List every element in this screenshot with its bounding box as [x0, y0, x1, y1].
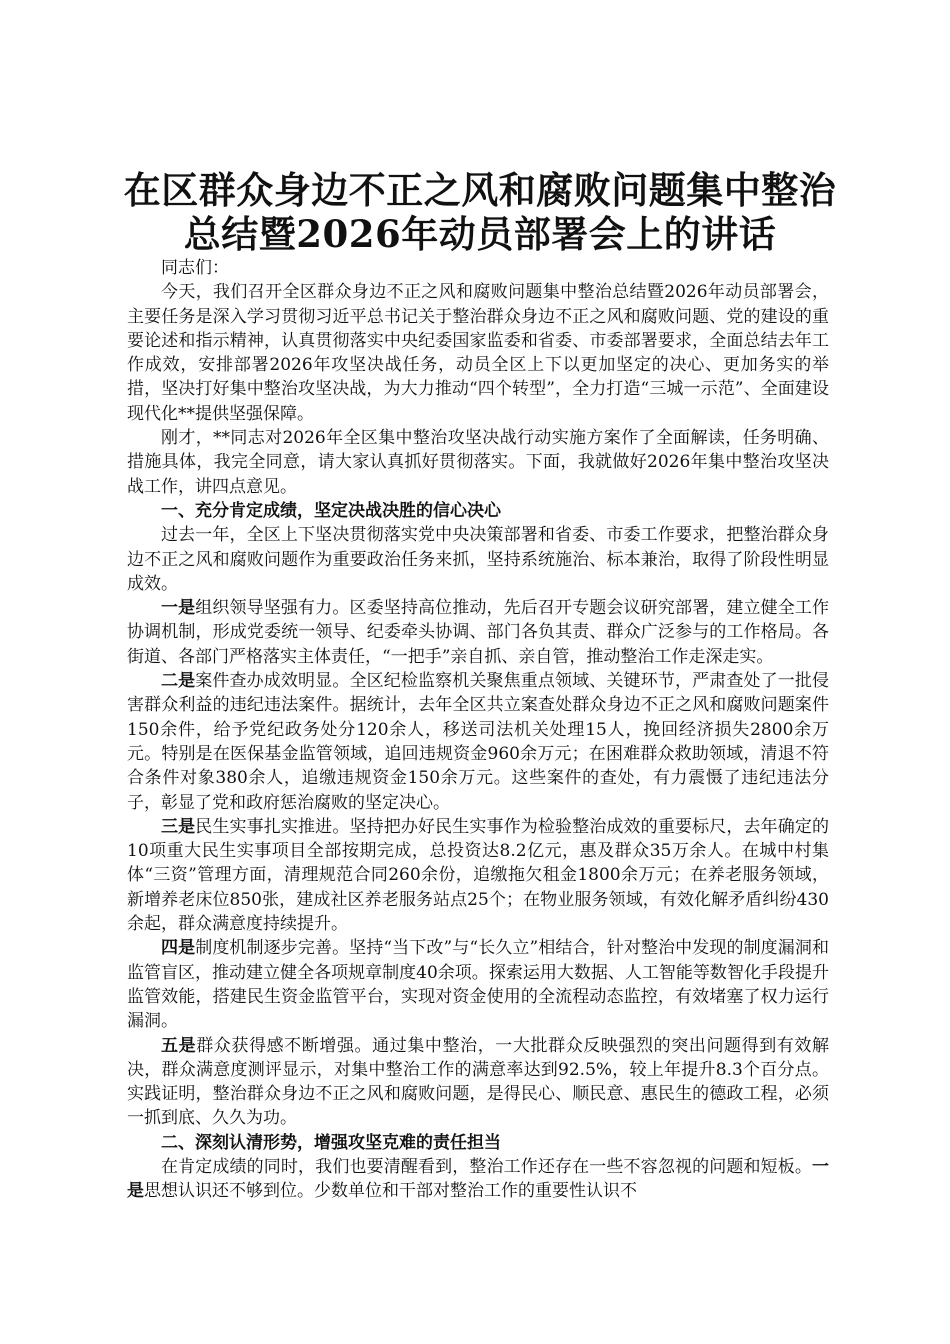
paragraph-text: 过去一年，全区上下坚决贯彻落实党中央决策部署和省委、市委工作要求，把整治群众身边不正之风和腐败问题作为重要政治任务来抓，坚持系统施治、标本兼治，取得了阶段性明显成效。: [127, 525, 829, 594]
paragraph-text: 组织领导坚强有力。区委坚持高位推动，先后召开专题会议研究部署，建立健全工作协调机制，形成党委统一领导、纪委牵头协调、部门各负其责、群众广泛参与的工作格局。各街道、各部门严格落实主体责任，“一把手”亲自抓、亲自管，推动整治工作走深走实。: [127, 598, 830, 667]
paragraph-text: 群众获得感不断增强。通过集中整治，一大批群众反映强烈的突出问题得到有效解决，群众满意度测评显示，对集中整治工作的满意率达到92.5%，较上年提升8.3个百分点。实践证明，整治群众身边不正之风和腐败问题，是得民心、顺民意、惠民生的德政工程，必须一抓到底、久久为功。: [127, 1035, 830, 1129]
paragraph-point-2: [127, 669, 829, 815]
paragraph-point-5: [127, 1034, 829, 1131]
point-lead: 四是: [161, 938, 196, 959]
paragraph-point-1: [127, 596, 829, 669]
point-lead: 一是: [161, 598, 196, 619]
paragraph-problems: [127, 1155, 829, 1204]
document-title: 在区群众身边不正之风和腐败问题集中整治总结暨2026年动员部署会上的讲话: [123, 168, 837, 256]
point-lead: 二是: [161, 671, 196, 692]
salutation: 同志们：: [161, 258, 229, 278]
paragraph-text: 思想认识还不够到位。少数单位和干部对整治工作的重要性认识不: [144, 1181, 637, 1202]
paragraph-point-3: [127, 815, 829, 936]
section-heading-1: 一、充分肯定成绩，坚定决战决胜的信心决心: [161, 500, 501, 521]
point-lead: 三是: [161, 816, 196, 837]
paragraph-summary: [127, 523, 829, 596]
point-lead: 五是: [161, 1035, 197, 1056]
document-body: [127, 256, 829, 1204]
paragraph-text: 在肯定成绩的同时，我们也要清醒看到，整治工作还存在一些不容忽视的问题和短板。: [161, 1156, 812, 1177]
paragraph-text: 今天，我们召开全区群众身边不正之风和腐败问题集中整治总结暨2026年动员部署会，主要任务是深入学习贯彻习近平总书记关于整治群众身边不正之风和腐败问题、党的建设的重要论述和指示精神，认真贯彻落实中央纪委国家监委和省委、市委部署要求，全面总结去年工作成效，安排部署2026年攻坚决战任务，动员全区上下以更加坚定的决心、更加务实的举措，坚决打好集中整治攻坚决战，为大力推动“四个转型”，全力打造“三城一示范”、全面建设现代化**提供坚强保障。: [127, 282, 829, 424]
section-heading-2: 二、深刻认清形势，增强攻坚克难的责任担当: [161, 1132, 501, 1153]
point-lead: 一是: [127, 1156, 829, 1202]
paragraph-point-4: [127, 936, 829, 1033]
paragraph-text: 案件查办成效明显。全区纪检监察机关聚焦重点领域、关键环节，严肃查处了一批侵害群众利益的违纪违法案件。据统计，去年全区共立案查处群众身边不正之风和腐败问题案件150余件，给予党纪政务处分120余人，移送司法机关处理15人，挽回经济损失2800余万元。特别是在医保基金监管领域，追回违规资金960余万元；在困难群众救助领域，清退不符合条件对象380余人，追缴违规资金150余万元。这些案件的查处，有力震慑了违纪违法分子，彰显了党和政府惩治腐败的坚定决心。: [127, 671, 830, 813]
paragraph-text: 制度机制逐步完善。坚持“当下改”与“长久立”相结合，针对整治中发现的制度漏洞和监管盲区，推动建立健全各项规章制度40余项。探索运用大数据、人工智能等数智化手段提升监管效能，搭建民生资金监管平台，实现对资金使用的全流程动态监控，有效堵塞了权力运行漏洞。: [127, 938, 830, 1032]
paragraph-overview: [127, 426, 829, 499]
paragraph-text: 刚才，**同志对2026年全区集中整治攻坚决战行动实施方案作了全面解读，任务明确、措施具体，我完全同意，请大家认真抓好贯彻落实。下面，我就做好2026年集中整治攻坚决战工作，讲四点意见。: [127, 428, 829, 497]
paragraph-text: 民生实事扎实推进。坚持把办好民生实事作为检验整治成效的重要标尺，去年确定的10项重大民生实事项目全部按期完成，总投资达8.2亿元，惠及群众35万余人。在城中村集体“三资”管理方面，清理规范合同260余份，追缴拖欠租金1800余万元；在养老服务领域，新增养老床位850张，建成社区养老服务站点25个；在物业服务领域，有效化解矛盾纠纷430余起，群众满意度持续提升。: [127, 816, 830, 935]
paragraph-intro: [127, 280, 829, 426]
